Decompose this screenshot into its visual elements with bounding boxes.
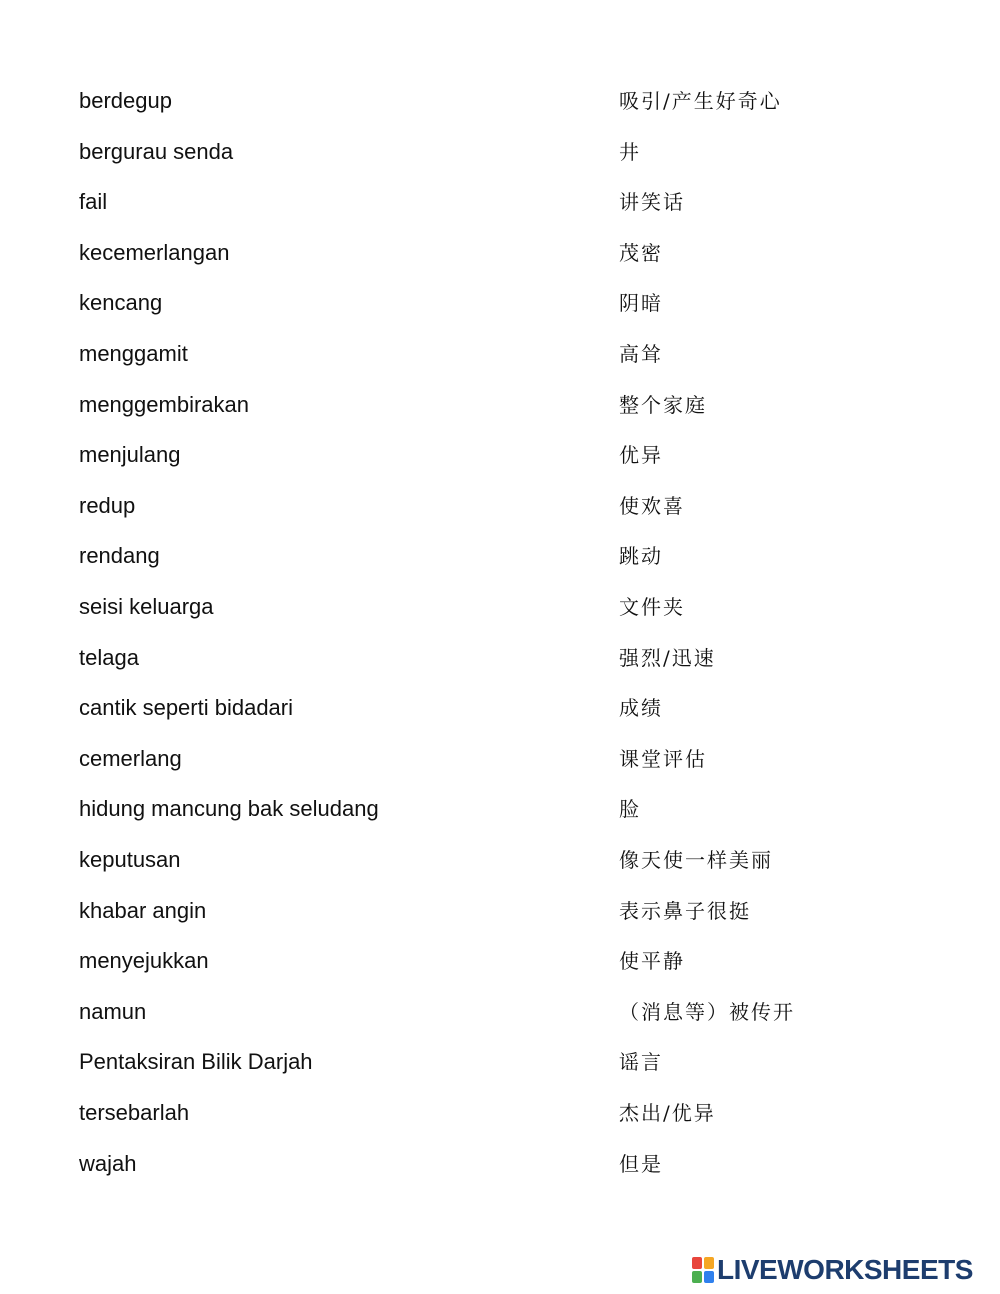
list-item [0,795,1000,846]
malay-term: menggamit [79,341,188,366]
list-item [0,694,1000,745]
chinese-term[interactable]: 阴暗 [619,291,663,316]
list-item [0,138,1000,189]
logo-square-v [692,1271,702,1283]
liveworksheets-logo-icon [692,1257,714,1283]
chinese-term[interactable]: 使欢喜 [619,493,685,518]
chinese-term[interactable]: 谣言 [619,1050,663,1075]
malay-term: hidung mancung bak seludang [79,796,379,822]
list-item [0,492,1000,543]
list-item [0,441,1000,492]
chinese-term[interactable]: 表示鼻子很挺 [619,898,751,923]
malay-term: khabar angin [79,897,207,923]
malay-term: cantik seperti bidadari [79,695,294,721]
chinese-term[interactable]: 强烈/迅速 [619,645,716,670]
list-item [0,644,1000,695]
malay-term: bergurau senda [79,138,234,164]
chinese-term[interactable]: 整个家庭 [619,392,707,417]
list-item [0,1099,1000,1150]
list-item [0,391,1000,442]
chinese-term[interactable]: 杰出/优异 [619,1101,716,1125]
malay-term: tersebarlah [79,1100,190,1125]
malay-term: namun [79,998,147,1024]
malay-term: cemerlang [79,745,182,771]
list-item [0,947,1000,998]
logo-text: LIVEWORKSHEETS [717,1254,973,1285]
chinese-term[interactable]: 成绩 [619,696,663,721]
chinese-term[interactable]: 讲笑话 [619,190,685,215]
chinese-term[interactable]: （消息等）被传开 [619,999,795,1024]
list-item [0,745,1000,796]
list-item [0,1048,1000,1099]
chinese-term[interactable]: 但是 [619,1151,663,1176]
chinese-term[interactable]: 井 [619,139,641,164]
chinese-term[interactable]: 使平静 [619,949,685,974]
logo-square-e [704,1271,714,1283]
liveworksheets-logo [692,1252,973,1288]
list-item [0,1150,1000,1201]
list-item [0,897,1000,948]
chinese-term[interactable]: 像天使一样美丽 [619,848,773,872]
list-item [0,846,1000,897]
malay-term: wajah [79,1150,137,1176]
malay-term: menyejukkan [79,948,209,974]
chinese-term[interactable]: 脸 [619,797,641,822]
chinese-term[interactable]: 高耸 [619,342,663,366]
malay-term: kecemerlangan [79,239,230,265]
list-item [0,87,1000,138]
logo-square-i [704,1257,714,1269]
chinese-term[interactable]: 茂密 [619,240,663,265]
malay-term: keputusan [79,847,181,872]
malay-term: seisi keluarga [79,594,214,619]
malay-term: Pentaksiran Bilik Darjah [79,1049,313,1075]
logo-square-l [692,1257,702,1269]
chinese-term[interactable]: 优异 [619,443,663,468]
list-item [0,239,1000,290]
chinese-term[interactable]: 吸引/产生好奇心 [619,89,782,113]
malay-term: berdegup [79,88,172,113]
malay-term: kencang [79,290,163,316]
chinese-term[interactable]: 课堂评估 [619,746,707,771]
malay-term: menggembirakan [79,391,249,417]
list-item [0,542,1000,593]
chinese-term[interactable]: 文件夹 [619,595,685,619]
malay-term: fail [79,189,108,215]
list-item [0,340,1000,391]
chinese-term[interactable]: 跳动 [619,544,663,569]
malay-term: telaga [79,644,139,670]
list-item [0,188,1000,239]
malay-term: menjulang [79,442,181,468]
malay-term: redup [79,492,136,518]
list-item [0,593,1000,644]
list-item [0,998,1000,1049]
malay-term: rendang [79,543,160,569]
list-item [0,289,1000,340]
